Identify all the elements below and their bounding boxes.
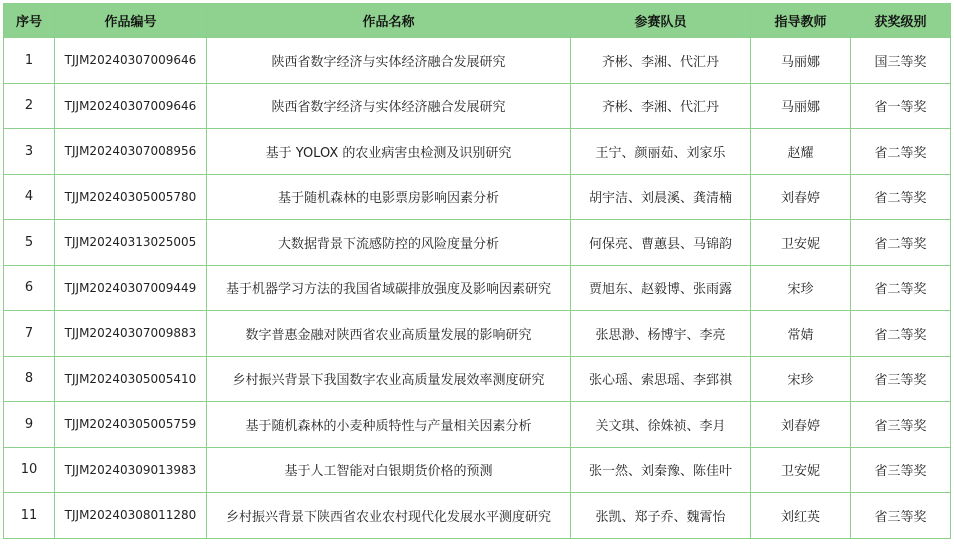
cell-award: 省三等奖 [851,356,951,402]
cell-code: TJJM20240307009883 [55,311,207,357]
cell-members: 张一然、刘秦豫、陈佳叶 [571,447,751,493]
cell-index: 6 [4,265,55,311]
cell-code: TJJM20240307009646 [55,38,207,84]
header-code: 作品编号 [55,4,207,38]
table-row [4,265,951,311]
cell-code: TJJM20240305005759 [55,402,207,448]
cell-award: 省三等奖 [851,402,951,448]
table-row [4,174,951,220]
cell-title: 陕西省数字经济与实体经济融合发展研究 [207,38,571,84]
cell-members: 胡宇洁、刘晨溪、龚清楠 [571,174,751,220]
cell-award: 省一等奖 [851,83,951,129]
cell-members: 关文琪、徐姝祯、李月 [571,402,751,448]
cell-code: TJJM20240313025005 [55,220,207,266]
table-row [4,311,951,357]
cell-members: 张思渺、杨博宇、李亮 [571,311,751,357]
cell-advisor: 常婧 [751,311,851,357]
table-row [4,129,951,175]
cell-advisor: 宋珍 [751,265,851,311]
cell-award: 省二等奖 [851,174,951,220]
header-title: 作品名称 [207,4,571,38]
cell-title: 基于随机森林的电影票房影响因素分析 [207,174,571,220]
cell-code: TJJM20240307009646 [55,83,207,129]
cell-award: 省二等奖 [851,265,951,311]
cell-index: 3 [4,129,55,175]
cell-code: TJJM20240305005410 [55,356,207,402]
cell-advisor: 刘春婷 [751,402,851,448]
table-row [4,447,951,493]
table-row [4,493,951,539]
cell-index: 2 [4,83,55,129]
cell-members: 张凯、郑子乔、魏霄怡 [571,493,751,539]
table-row [4,220,951,266]
cell-advisor: 赵耀 [751,129,851,175]
header-advisor: 指导教师 [751,4,851,38]
cell-advisor: 刘春婷 [751,174,851,220]
cell-members: 王宁、颜丽茹、刘家乐 [571,129,751,175]
cell-index: 11 [4,493,55,539]
cell-code: TJJM20240308011280 [55,493,207,539]
table-header [4,4,951,38]
cell-advisor: 宋珍 [751,356,851,402]
cell-advisor: 卫安妮 [751,447,851,493]
cell-title: 乡村振兴背景下陕西省农业农村现代化发展水平测度研究 [207,493,571,539]
table-row [4,356,951,402]
header-members: 参赛队员 [571,4,751,38]
cell-title: 基于随机森林的小麦种质特性与产量相关因素分析 [207,402,571,448]
cell-advisor: 马丽娜 [751,83,851,129]
table-body [4,38,951,539]
cell-title: 数字普惠金融对陕西省农业高质量发展的影响研究 [207,311,571,357]
cell-index: 9 [4,402,55,448]
table-row [4,38,951,84]
cell-code: TJJM20240309013983 [55,447,207,493]
cell-members: 贾旭东、赵毅博、张雨露 [571,265,751,311]
cell-index: 4 [4,174,55,220]
cell-award: 国三等奖 [851,38,951,84]
header-index: 序号 [4,4,55,38]
cell-index: 10 [4,447,55,493]
cell-title: 乡村振兴背景下我国数字农业高质量发展效率测度研究 [207,356,571,402]
cell-index: 5 [4,220,55,266]
cell-advisor: 马丽娜 [751,38,851,84]
table-row [4,402,951,448]
cell-title: 基于 YOLOX 的农业病害虫检测及识别研究 [207,129,571,175]
cell-members: 张心瑶、索思瑶、李郅祺 [571,356,751,402]
cell-members: 齐彬、李湘、代汇丹 [571,38,751,84]
cell-title: 基于机器学习方法的我国省域碳排放强度及影响因素研究 [207,265,571,311]
header-row [4,4,951,38]
cell-award: 省三等奖 [851,447,951,493]
cell-title: 大数据背景下流感防控的风险度量分析 [207,220,571,266]
award-table [3,3,951,539]
cell-index: 8 [4,356,55,402]
cell-members: 何保亮、曹蕙县、马锦韵 [571,220,751,266]
cell-code: TJJM20240307008956 [55,129,207,175]
header-award: 获奖级别 [851,4,951,38]
cell-members: 齐彬、李湘、代汇丹 [571,83,751,129]
cell-index: 1 [4,38,55,84]
cell-award: 省二等奖 [851,311,951,357]
table-row [4,83,951,129]
cell-award: 省三等奖 [851,493,951,539]
cell-award: 省二等奖 [851,129,951,175]
cell-advisor: 卫安妮 [751,220,851,266]
cell-advisor: 刘红英 [751,493,851,539]
cell-title: 基于人工智能对白银期货价格的预测 [207,447,571,493]
cell-index: 7 [4,311,55,357]
cell-code: TJJM20240305005780 [55,174,207,220]
cell-award: 省二等奖 [851,220,951,266]
cell-title: 陕西省数字经济与实体经济融合发展研究 [207,83,571,129]
cell-code: TJJM20240307009449 [55,265,207,311]
